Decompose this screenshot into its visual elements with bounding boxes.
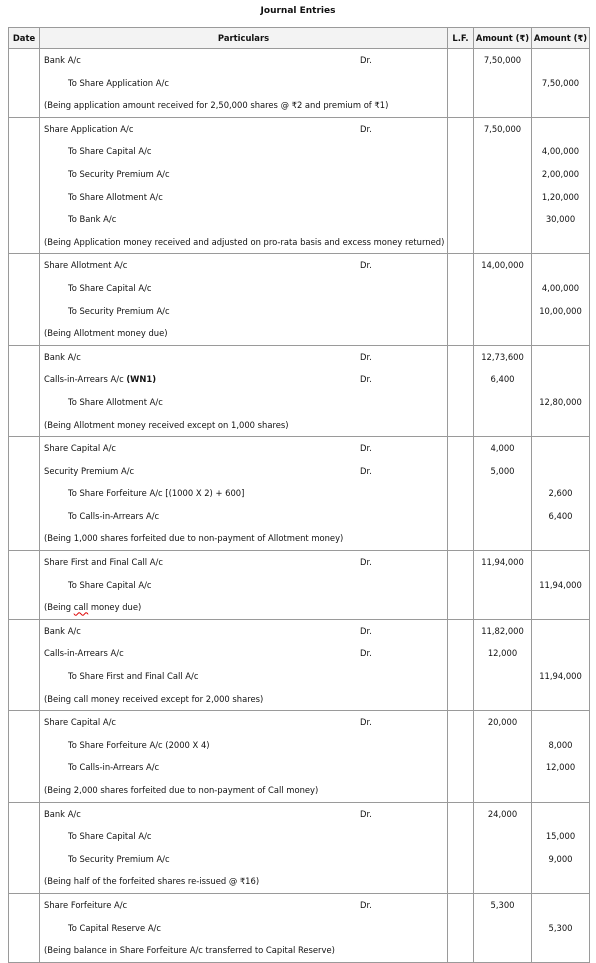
lf-cell [448, 619, 474, 710]
debit-amount [474, 391, 531, 414]
credit-amount: 12,80,000 [539, 396, 582, 407]
particular-line [40, 756, 447, 779]
particulars-cell [40, 802, 448, 893]
particular-line [40, 848, 447, 871]
particular-text: Bank A/c [44, 351, 81, 362]
particular-text: (Being Allotment money due) [44, 328, 168, 339]
journal-entry-row [9, 117, 590, 254]
lf-cell [448, 711, 474, 802]
dr-marker: Dr. [360, 465, 372, 476]
debit-amount [474, 688, 531, 711]
particular-line [40, 414, 447, 437]
credit-amount [532, 231, 589, 254]
credit-amount [532, 118, 589, 141]
credit-amount [532, 460, 589, 483]
header-lf: L.F. [448, 28, 474, 49]
particular-line [40, 711, 447, 734]
debit-amount [474, 94, 531, 117]
debit-amount: 7,50,000 [483, 55, 522, 65]
particular-text: To Share First and Final Call A/c [68, 671, 199, 682]
credit-cell [532, 117, 590, 254]
particular-text: (Being Application money received and adjusted on pro-rata basis and excess money returned) [44, 236, 445, 247]
particular-line [40, 803, 447, 826]
particular-line [40, 300, 447, 323]
debit-amount: 6,400 [490, 374, 515, 385]
header-particulars: Particulars [40, 28, 448, 49]
date-cell [9, 551, 40, 620]
lf-cell [448, 254, 474, 345]
debit-cell [474, 802, 532, 893]
debit-amount [474, 574, 531, 597]
particular-line [40, 620, 447, 643]
journal-table [8, 27, 590, 963]
particular-text: To Share Allotment A/c [68, 396, 163, 407]
debit-amount [474, 163, 531, 186]
lf-cell [448, 345, 474, 436]
particular-line [40, 551, 447, 574]
credit-amount [532, 346, 589, 369]
credit-amount: 4,00,000 [541, 146, 580, 157]
debit-amount: 12,000 [487, 648, 518, 659]
particular-text: Share Forfeiture A/c [44, 899, 128, 910]
debit-amount [474, 734, 531, 757]
particular-text: To Share Allotment A/c [68, 191, 163, 202]
particular-line [40, 939, 447, 962]
credit-cell [532, 802, 590, 893]
particular-text: Share First and Final Call A/c [44, 557, 163, 568]
credit-amount: 1,20,000 [541, 191, 580, 202]
particular-text: To Security Premium A/c [68, 305, 170, 316]
debit-cell [474, 711, 532, 802]
debit-cell [474, 551, 532, 620]
journal-entry-row [9, 254, 590, 345]
dr-marker: Dr. [360, 625, 372, 636]
credit-cell [532, 711, 590, 802]
particular-text: To Share Forfeiture A/c (2000 X 4) [68, 739, 210, 750]
credit-amount [532, 94, 589, 117]
credit-amount: 12,000 [545, 762, 576, 773]
journal-entry-row [9, 345, 590, 436]
particulars-cell [40, 117, 448, 254]
debit-amount [474, 870, 531, 893]
particular-line [40, 779, 447, 802]
date-cell [9, 345, 40, 436]
credit-amount [532, 596, 589, 619]
journal-entry-row [9, 802, 590, 893]
particular-text: To Security Premium A/c [68, 168, 170, 179]
dr-marker: Dr. [360, 260, 372, 271]
journal-entry-row [9, 711, 590, 802]
particular-text: Share Capital A/c [44, 717, 117, 728]
particular-line [40, 825, 447, 848]
particular-text: Security Premium A/c [44, 465, 135, 476]
credit-amount [532, 437, 589, 460]
particular-line [40, 505, 447, 528]
journal-entry-row [9, 49, 590, 118]
debit-amount: 11,82,000 [481, 625, 524, 636]
debit-amount: 7,50,000 [483, 123, 522, 134]
debit-amount: 12,73,600 [481, 351, 524, 362]
debit-amount [474, 231, 531, 254]
particular-line [40, 368, 447, 391]
header-debit-amount: Amount (₹) [474, 28, 532, 49]
credit-amount [532, 688, 589, 711]
debit-amount [474, 939, 531, 962]
particular-text: (Being call money received except for 2,000 shares) [44, 693, 264, 704]
particular-text: To Bank A/c [68, 214, 117, 225]
particular-text: Share Capital A/c [44, 443, 117, 454]
particular-line [40, 163, 447, 186]
debit-amount: 14,00,000 [481, 260, 524, 271]
debit-amount [474, 756, 531, 779]
lf-cell [448, 802, 474, 893]
header-row [9, 28, 590, 49]
credit-amount [532, 803, 589, 826]
journal-entry-row [9, 551, 590, 620]
credit-cell [532, 49, 590, 118]
credit-amount [532, 551, 589, 574]
date-cell [9, 49, 40, 118]
particulars-cell [40, 254, 448, 345]
debit-cell [474, 619, 532, 710]
date-cell [9, 802, 40, 893]
particular-line [40, 688, 447, 711]
page-title: Journal Entries [260, 6, 336, 16]
credit-amount: 11,94,000 [539, 671, 582, 682]
debit-amount [474, 917, 531, 940]
debit-cell [474, 117, 532, 254]
particular-line [40, 254, 447, 277]
debit-amount: 20,000 [487, 717, 518, 728]
particular-line [40, 482, 447, 505]
date-cell [9, 711, 40, 802]
credit-cell [532, 254, 590, 345]
debit-amount: 11,94,000 [481, 557, 524, 568]
dr-marker: Dr. [360, 648, 372, 659]
particular-text: Share Allotment A/c [44, 260, 128, 271]
dr-marker: Dr. [360, 899, 372, 910]
debit-amount [474, 527, 531, 550]
dr-marker: Dr. [360, 123, 372, 134]
lf-cell [448, 117, 474, 254]
credit-cell [532, 619, 590, 710]
dr-marker: Dr. [360, 717, 372, 728]
credit-amount: 10,00,000 [539, 305, 582, 316]
particular-line [40, 437, 447, 460]
particular-text: (Being Allotment money received except on 1,000 shares) [44, 419, 289, 430]
particular-line [40, 277, 447, 300]
credit-amount [532, 368, 589, 391]
credit-amount: 6,400 [548, 510, 573, 521]
dr-marker: Dr. [360, 374, 372, 385]
debit-amount [474, 848, 531, 871]
debit-amount: 24,000 [487, 808, 518, 819]
particular-line [40, 186, 447, 209]
particular-line [40, 460, 447, 483]
debit-amount [474, 779, 531, 802]
credit-amount: 2,00,000 [541, 168, 580, 179]
date-cell [9, 254, 40, 345]
particular-line [40, 94, 447, 117]
particulars-cell [40, 49, 448, 118]
particulars-cell [40, 437, 448, 551]
particular-text: (Being 1,000 shares forfeited due to non-payment of Allotment money) [44, 533, 344, 544]
particular-line [40, 231, 447, 254]
debit-cell [474, 49, 532, 118]
particular-text: To Calls-in-Arrears A/c [68, 510, 160, 521]
date-cell [9, 437, 40, 551]
credit-amount [532, 620, 589, 643]
particular-line [40, 894, 447, 917]
credit-cell [532, 551, 590, 620]
debit-cell [474, 345, 532, 436]
credit-amount: 30,000 [545, 214, 576, 225]
credit-amount: 4,00,000 [541, 282, 580, 293]
particular-line [40, 72, 447, 95]
particular-line [40, 870, 447, 893]
debit-amount [474, 140, 531, 163]
particular-text: Share Application A/c [44, 123, 134, 134]
particular-text: To Share Application A/c [68, 77, 169, 88]
particulars-cell [40, 551, 448, 620]
debit-amount: 5,300 [490, 899, 515, 910]
debit-cell [474, 437, 532, 551]
debit-amount [474, 322, 531, 345]
credit-amount [532, 254, 589, 277]
journal-entry-row [9, 619, 590, 710]
particular-line [40, 665, 447, 688]
particular-text: To Security Premium A/c [68, 853, 170, 864]
credit-amount: 11,94,000 [539, 579, 582, 590]
particular-line [40, 917, 447, 940]
debit-amount [474, 72, 531, 95]
credit-amount [532, 49, 589, 72]
particular-line [40, 574, 447, 597]
particular-line [40, 49, 447, 72]
particular-text: (Being 2,000 shares forfeited due to non-payment of Call money) [44, 785, 319, 795]
particular-line [40, 527, 447, 550]
debit-amount [474, 186, 531, 209]
debit-amount [474, 505, 531, 528]
particulars-cell [40, 711, 448, 802]
particular-text: Bank A/c [44, 625, 81, 636]
particular-line [40, 346, 447, 369]
lf-cell [448, 49, 474, 118]
particular-line [40, 208, 447, 231]
dr-marker: Dr. [360, 557, 372, 568]
particular-text-end: money due) [88, 602, 142, 613]
particular-text: Bank A/c [44, 808, 81, 819]
credit-amount: 9,000 [548, 853, 573, 864]
particular-text: Bank A/c [44, 55, 81, 65]
credit-amount [532, 870, 589, 893]
credit-amount: 8,000 [548, 739, 573, 750]
particular-text: To Share Capital A/c [68, 579, 152, 590]
header-date: Date [9, 28, 40, 49]
credit-amount [532, 939, 589, 962]
credit-amount [532, 642, 589, 665]
particular-text: To Capital Reserve A/c [68, 922, 161, 933]
particulars-cell [40, 345, 448, 436]
particular-text: To Share Forfeiture A/c [(1000 X 2) + 600] [68, 488, 245, 499]
dr-marker: Dr. [360, 351, 372, 362]
debit-amount: 5,000 [490, 465, 515, 476]
credit-cell [532, 437, 590, 551]
particular-text: (Being balance in Share Forfeiture A/c transferred to Capital Reserve) [44, 945, 335, 956]
dr-marker: Dr. [360, 443, 372, 454]
particular-text: (Being application amount received for 2,50,000 shares @ ₹2 and premium of ₹1) [44, 100, 389, 111]
credit-amount: 2,600 [548, 488, 573, 499]
dr-marker: Dr. [360, 808, 372, 819]
particular-text: To Share Capital A/c [68, 282, 152, 293]
particular-line [40, 322, 447, 345]
credit-amount [532, 527, 589, 550]
particular-text: (Being [44, 602, 74, 613]
credit-amount [532, 711, 589, 734]
lf-cell [448, 551, 474, 620]
particular-text: Calls-in-Arrears A/c [44, 648, 124, 659]
credit-cell [532, 345, 590, 436]
credit-amount: 5,300 [548, 922, 573, 933]
dr-marker: Dr. [360, 55, 372, 65]
particular-text: (Being half of the forfeited shares re-issued @ ₹16) [44, 876, 260, 887]
particular-line [40, 596, 447, 619]
spellcheck-word: call [73, 602, 89, 613]
particular-line [40, 118, 447, 141]
debit-amount: 4,000 [490, 443, 515, 454]
debit-amount [474, 596, 531, 619]
particular-line [40, 391, 447, 414]
credit-amount [532, 322, 589, 345]
header-credit-amount: Amount (₹) [532, 28, 590, 49]
credit-amount [532, 894, 589, 917]
date-cell [9, 619, 40, 710]
particular-line [40, 140, 447, 163]
credit-amount [532, 779, 589, 802]
particular-text: Calls-in-Arrears A/c [44, 374, 127, 385]
journal-body [9, 49, 590, 963]
date-cell [9, 117, 40, 254]
debit-amount [474, 482, 531, 505]
particular-line [40, 734, 447, 757]
debit-amount [474, 414, 531, 437]
particular-line [40, 642, 447, 665]
journal-entry-row [9, 437, 590, 551]
debit-amount [474, 208, 531, 231]
particular-text: To Share Capital A/c [68, 831, 152, 842]
credit-amount: 15,000 [545, 831, 576, 842]
working-note-ref: (WN1) [126, 374, 157, 385]
particulars-cell [40, 619, 448, 710]
credit-amount: 7,50,000 [541, 77, 580, 88]
debit-amount [474, 825, 531, 848]
debit-cell [474, 254, 532, 345]
lf-cell [448, 437, 474, 551]
debit-amount [474, 665, 531, 688]
debit-amount [474, 277, 531, 300]
credit-amount [532, 414, 589, 437]
particular-text: To Calls-in-Arrears A/c [68, 762, 160, 773]
particular-text: To Share Capital A/c [68, 146, 152, 157]
debit-amount [474, 300, 531, 323]
